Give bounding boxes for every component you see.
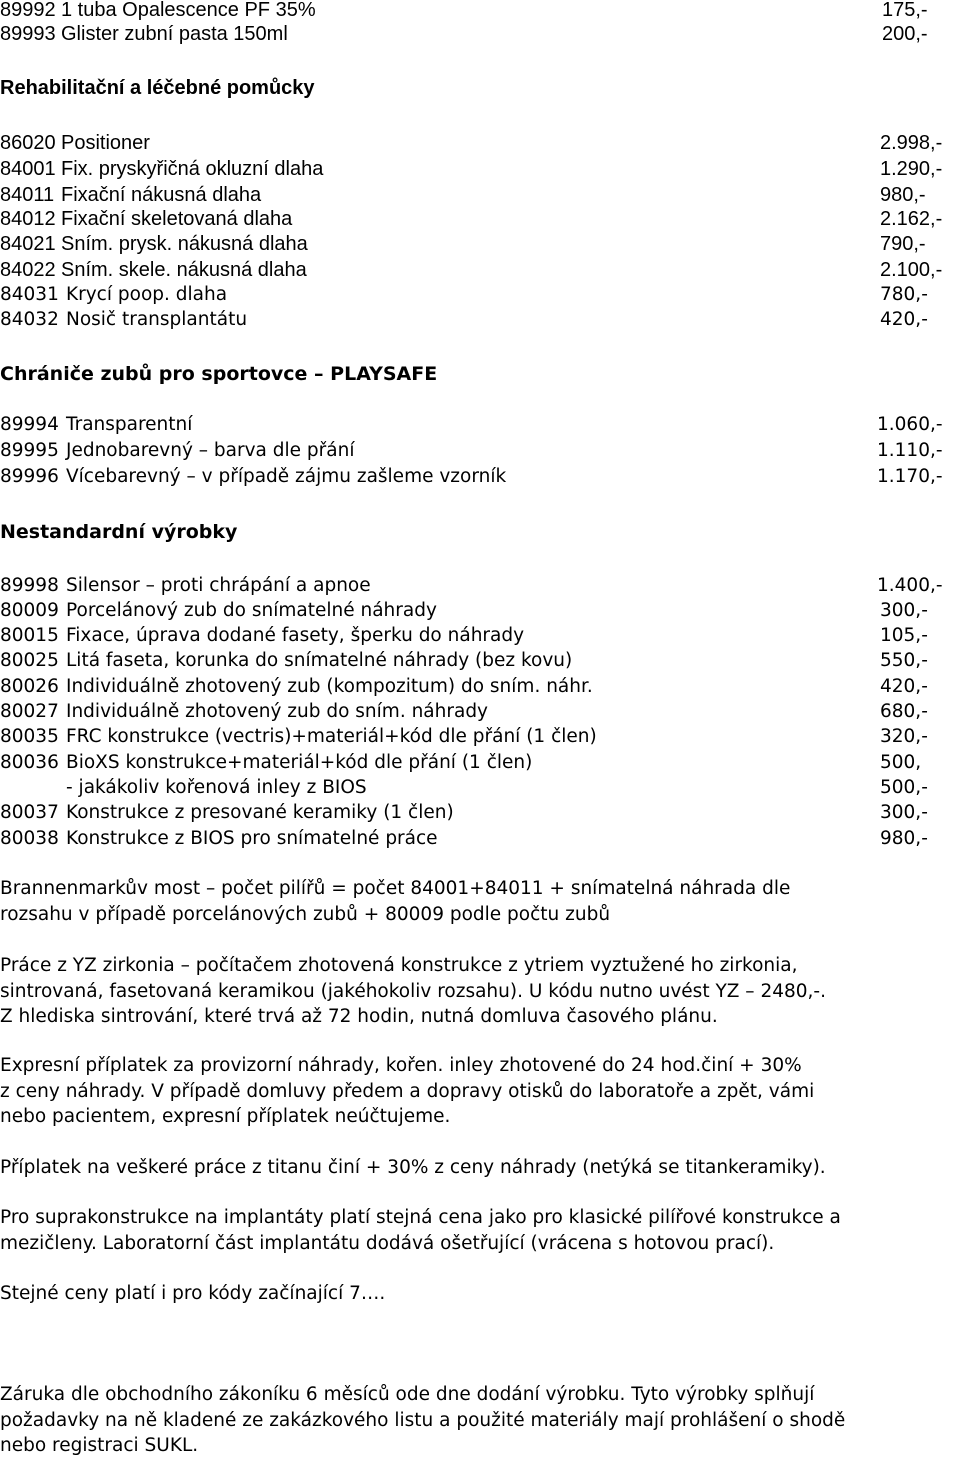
list-item <box>0 282 945 308</box>
item-name: Fixační skeletovaná dlaha <box>61 208 293 230</box>
item-price: 320,- <box>880 726 928 747</box>
item-name: Sním. skele. nákusná dlaha <box>61 259 307 281</box>
section-heading-rehab: Rehabilitační a léčebné pomůcky <box>0 77 315 99</box>
item-name: Individuálně zhotovený zub do sním. náhrady <box>66 701 489 722</box>
item-code: 80036 <box>0 752 59 773</box>
item-name: Individuálně zhotovený zub (kompozitum) do sním. náhr. <box>66 676 593 697</box>
list-item <box>0 156 945 182</box>
item-price: 500, <box>880 752 922 773</box>
item-code: 80015 <box>0 625 59 646</box>
item-code: 84022 <box>0 259 56 281</box>
list-item <box>0 573 945 599</box>
note-paragraph: Příplatek na veškeré práce z titanu činí + 30% z ceny náhrady (netýká se titankeramiky). <box>0 1157 826 1178</box>
item-price: 105,- <box>880 625 928 646</box>
item-name: FRC konstrukce (vectris)+materiál+kód dle přání (1 člen) <box>66 726 597 747</box>
list-item <box>0 775 945 801</box>
list-item <box>0 674 945 700</box>
note-paragraph: Brannenmarkův most – počet pilířů = počet 84001+84011 + snímatelná náhrada dle rozsahu v případě porcelánových zubů + 80009 podle počtu zubů <box>0 878 791 925</box>
item-name: BioXS konstrukce+materiál+kód dle přání (1 člen) <box>66 752 533 773</box>
list-item <box>0 623 945 649</box>
item-price: 980,- <box>880 828 928 849</box>
item-price: 980,- <box>880 184 926 206</box>
list-item <box>0 231 945 257</box>
list-item <box>0 699 945 725</box>
list-item <box>0 412 945 438</box>
item-code: 89995 <box>0 440 59 461</box>
item-name: Glister zubní pasta 150ml <box>61 23 288 45</box>
item-code: 89993 <box>0 23 56 45</box>
item-price: 300,- <box>880 600 928 621</box>
list-item <box>0 800 945 826</box>
item-name: Transparentní <box>66 414 193 435</box>
item-price: 2.100,- <box>880 259 943 281</box>
item-price: 550,- <box>880 650 928 671</box>
item-code: 80009 <box>0 600 59 621</box>
item-name: Silensor – proti chrápání a apnoe <box>66 575 371 596</box>
item-price: 175,- <box>882 0 928 21</box>
item-name: Konstrukce z presované keramiky (1 člen) <box>66 802 454 823</box>
item-code: 84012 <box>0 208 56 230</box>
item-price: 1.060,- <box>877 414 943 435</box>
item-code: 89996 <box>0 466 59 487</box>
section-heading-nonstandard: Nestandardní výrobky <box>0 521 238 543</box>
item-name: Nosič transplantátu <box>66 309 248 330</box>
list-item <box>0 826 945 852</box>
list-item <box>0 438 945 464</box>
item-code: 84032 <box>0 309 59 330</box>
list-item <box>0 21 945 47</box>
item-name: Jednobarevný – barva dle přání <box>66 440 355 461</box>
list-item <box>0 724 945 750</box>
item-code: 84001 <box>0 158 56 180</box>
item-code: 80025 <box>0 650 59 671</box>
item-name: Fixace, úprava dodané fasety, šperku do náhrady <box>66 625 525 646</box>
item-code: 80026 <box>0 676 59 697</box>
note-paragraph: Stejné ceny platí i pro kódy začínající 7…. <box>0 1283 386 1304</box>
list-item <box>0 598 945 624</box>
item-name: Konstrukce z BIOS pro snímatelné práce <box>66 828 438 849</box>
item-code: 84031 <box>0 284 59 305</box>
item-name: 1 tuba Opalescence PF 35% <box>61 0 316 21</box>
warranty-paragraph: Záruka dle obchodního zákoníku 6 měsíců ode dne dodání výrobku. Tyto výrobky splňují požadavky na ně kladené ze zakázkového listu a použité materiály mají prohlášení o shodě nebo registraci SUKL. <box>0 1384 846 1456</box>
item-name: Porcelánový zub do snímatelné náhrady <box>66 600 437 621</box>
note-paragraph: Pro suprakonstrukce na implantáty platí stejná cena jako pro klasické pilířové konstrukce a mezičleny. Laboratorní část implantátu dodává ošetřující (vrácena s hotovou prací). <box>0 1207 841 1254</box>
item-name: Fix. pryskyřičná okluzní dlaha <box>61 158 324 180</box>
list-item <box>0 750 945 776</box>
item-code: 84011 <box>0 184 55 206</box>
section-heading-playsafe: Chrániče zubů pro sportovce – PLAYSAFE <box>0 363 438 385</box>
list-item <box>0 206 945 232</box>
item-price: 1.110,- <box>877 440 943 461</box>
item-name: Fixační nákusná dlaha <box>61 184 262 206</box>
item-price: 200,- <box>882 23 928 45</box>
item-code: 84021 <box>0 233 56 255</box>
item-name: Vícebarevný – v případě zájmu zašleme vzorník <box>66 466 507 487</box>
item-code: 89998 <box>0 575 59 596</box>
item-price: 300,- <box>880 802 928 823</box>
list-item <box>0 182 945 208</box>
item-price: 420,- <box>880 676 928 697</box>
item-price: 1.170,- <box>877 466 943 487</box>
item-name: Litá faseta, korunka do snímatelné náhrady (bez kovu) <box>66 650 573 671</box>
item-code: 86020 <box>0 132 56 154</box>
item-price: 2.162,- <box>880 208 943 230</box>
item-code: 89992 <box>0 0 56 21</box>
item-price: 420,- <box>880 309 928 330</box>
item-price: 680,- <box>880 701 928 722</box>
item-name: - jakákoliv kořenová inley z BIOS <box>66 777 367 798</box>
item-price: 2.998,- <box>880 132 943 154</box>
note-paragraph: Expresní příplatek za provizorní náhrady, kořen. inley zhotovené do 24 hod.činí + 30% z ceny náhrady. V případě domluvy předem a dopravy otisků do laboratoře a zpět, vámi nebo pacientem, expresní příplatek neúčtujeme. <box>0 1055 815 1127</box>
list-item <box>0 130 945 156</box>
item-price: 1.290,- <box>880 158 943 180</box>
item-name: Krycí poop. dlaha <box>66 284 228 305</box>
item-code: 80038 <box>0 828 59 849</box>
item-code: 80037 <box>0 802 59 823</box>
list-item <box>0 648 945 674</box>
list-item <box>0 257 945 283</box>
item-price: 790,- <box>880 233 926 255</box>
note-paragraph: Práce z YZ zirkonia – počítačem zhotovená konstrukce z ytriem vyztužené ho zirkonia, sintrovaná, fasetovaná keramikou (jakéhokoliv rozsahu). U kódu nutno uvést YZ – 2480,-. Z hlediska sintrování, které trvá až 72 hodin, nutná domluva časového plánu. <box>0 955 826 1027</box>
item-price: 780,- <box>880 284 928 305</box>
list-item <box>0 0 945 23</box>
item-code: 80035 <box>0 726 59 747</box>
item-price: 1.400,- <box>877 575 943 596</box>
item-name: Sním. prysk. nákusná dlaha <box>61 233 308 255</box>
item-code: 89994 <box>0 414 59 435</box>
item-price: 500,- <box>880 777 928 798</box>
list-item <box>0 464 945 490</box>
item-code: 80027 <box>0 701 59 722</box>
item-name: Positioner <box>61 132 150 154</box>
list-item <box>0 307 945 333</box>
